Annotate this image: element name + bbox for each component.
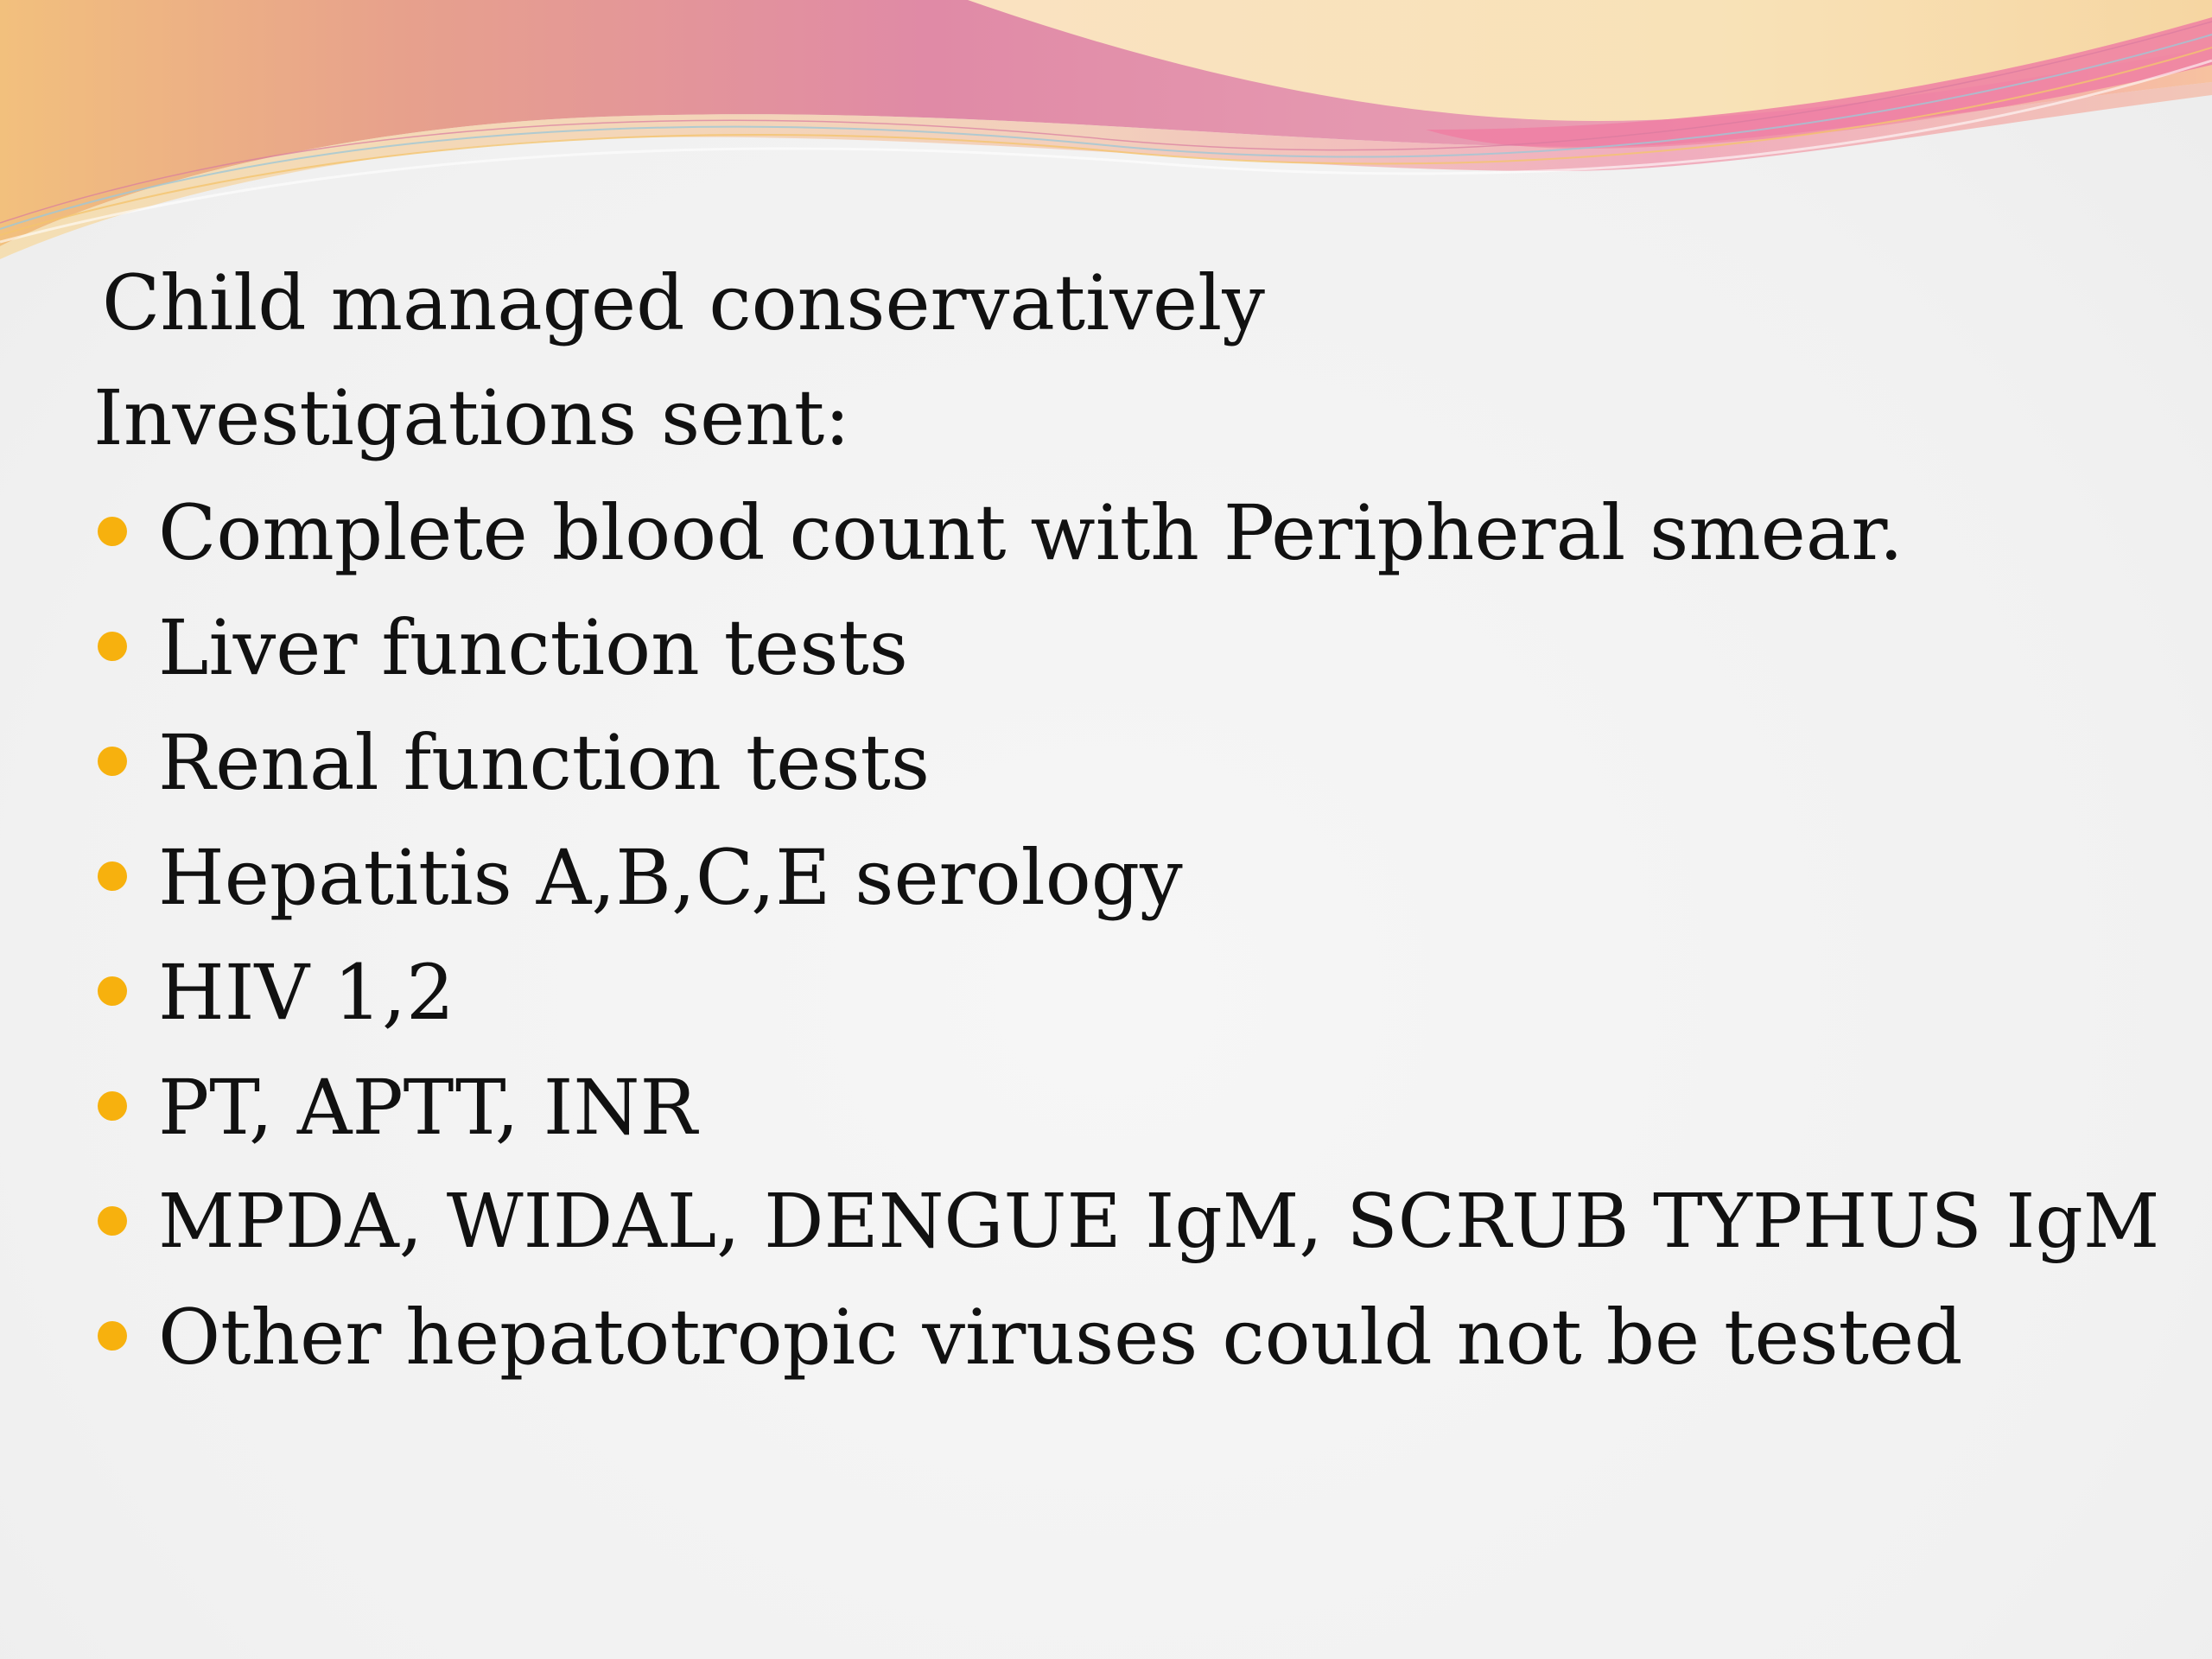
bullet-line-cbc [158,488,1904,577]
bullet-dot-icon [98,861,127,891]
intro-line-managed [102,258,1265,347]
bullet-line-other-viruses [158,1293,1963,1382]
bullet-line-infections [158,1179,2160,1265]
bullet-dot-icon [98,1091,127,1121]
decorative-wave-header [0,0,2212,259]
bullet-line-hiv [158,948,454,1037]
bullet-text-coag: PT, APTT, INR [158,1063,697,1152]
bullet-text-cbc: Complete blood count with Peripheral smear. [158,488,1904,577]
bullet-line-rft [158,718,931,807]
intro-line-investigations [93,373,850,462]
bullet-text-infections: MPDA, WIDAL, DENGUE IgM, SCRUB TYPHUS IgM [158,1179,2160,1265]
bullet-dot-icon [98,632,127,661]
bullet-dot-icon [98,747,127,776]
bullet-dot-icon [98,976,127,1006]
bullet-text-lft: Liver function tests [158,603,908,692]
bullet-text-hiv: HIV 1,2 [158,948,454,1037]
bullet-line-lft [158,603,908,692]
bullet-text-hepatitis: Hepatitis A,B,C,E serology [158,833,1183,922]
bullet-text-other-viruses: Other hepatotropic viruses could not be tested [158,1293,1963,1382]
bullet-dot-icon [98,1321,127,1351]
bullet-line-hepatitis [158,833,1183,922]
bullet-text-rft: Renal function tests [158,718,931,807]
bullet-dot-icon [98,1206,127,1236]
bullet-line-coag [158,1063,697,1152]
intro-line-managed-text: Child managed conservatively [102,258,1265,347]
intro-line-investigations-text: Investigations sent: [93,373,850,462]
bullet-dot-icon [98,517,127,546]
